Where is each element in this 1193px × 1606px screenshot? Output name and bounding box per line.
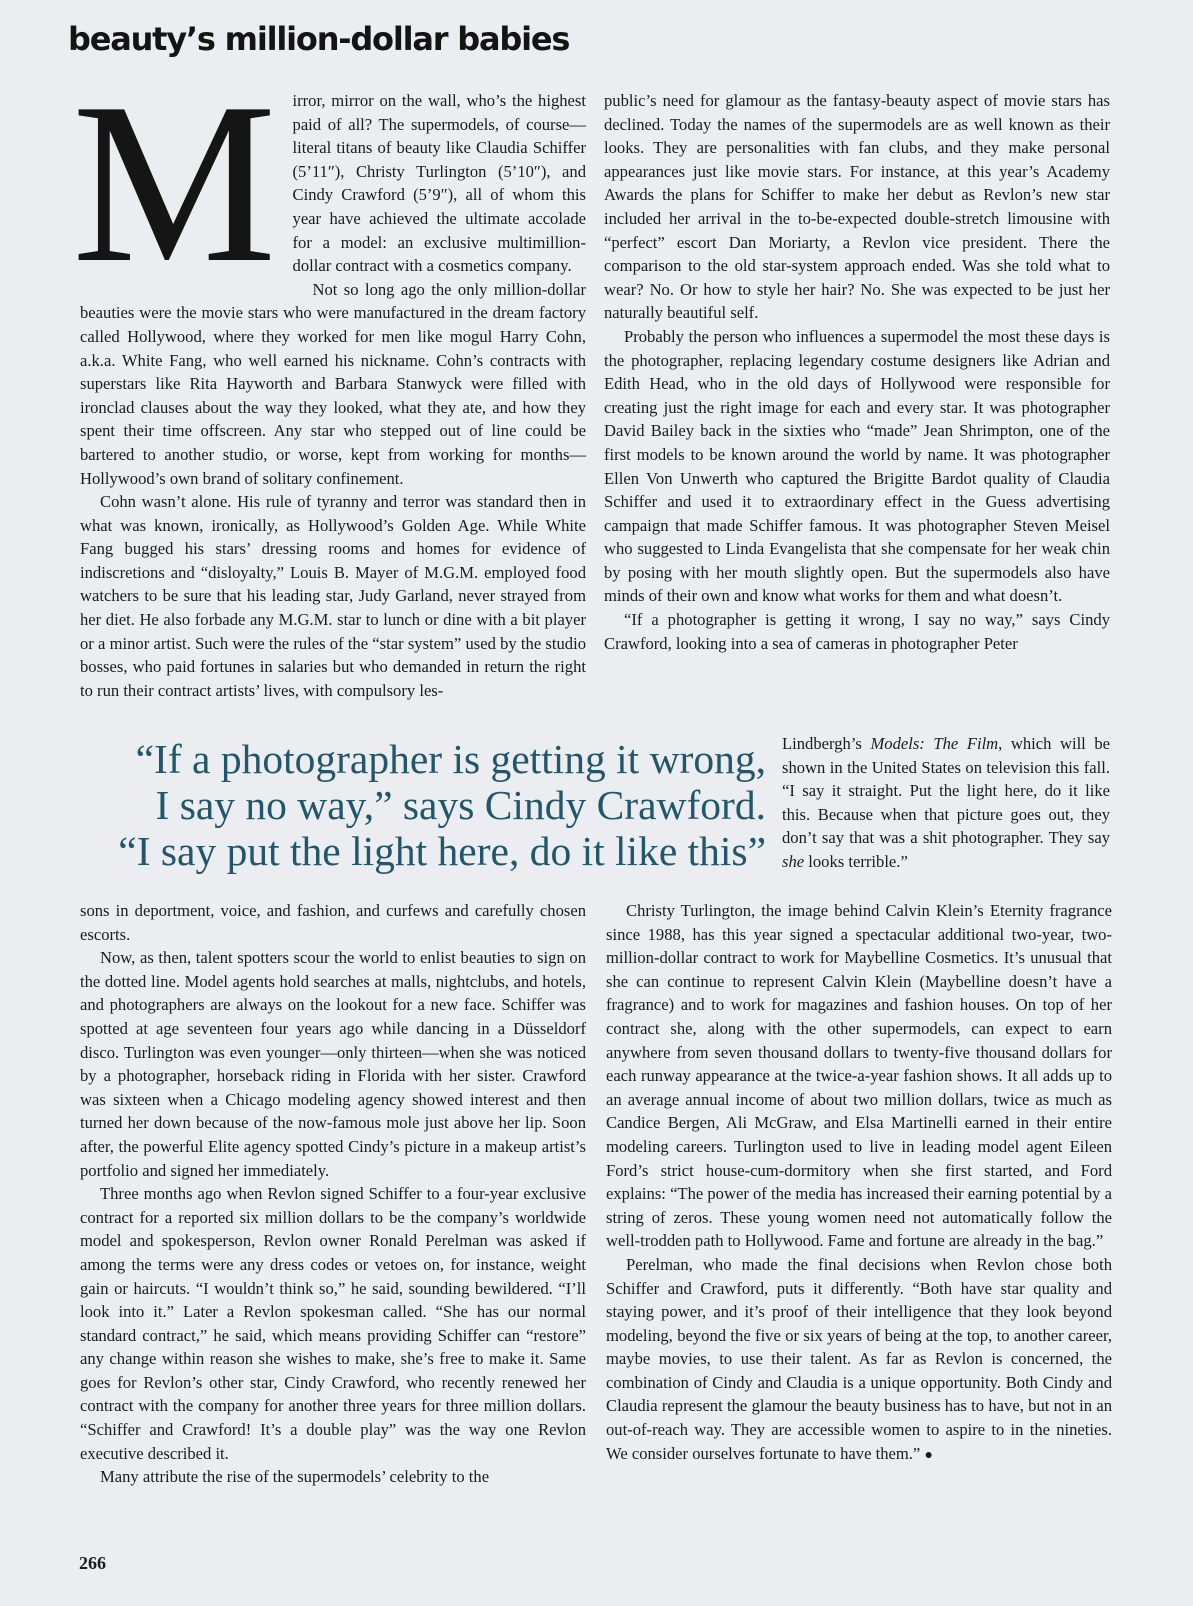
pull-quote-line: I say no way,” says Cindy Crawford. [155,782,766,828]
body-paragraph: “If a photographer is getting it wrong, I say no way,” says Cindy Crawford, looking into a sea of cameras in photographer Peter [604,610,1110,653]
body-paragraph [606,1253,1112,1467]
text-run: , which will be shown in the United States on television this fall. “I say it straight. Put the light here, do it like this. Because when that picture goes out, they don’t say that was a shit photographer. They say [782,734,1111,848]
column-left-bottom [80,899,586,1551]
column-left-top [72,55,586,734]
body-paragraph: Not so long ago the only million-dollar beauties were the movie stars who were manufactured in the dream factory called Hollywood, where they worked for men like mogul Harry Cohn, a.k.a. White Fang, who well earned his nickname. Cohn’s contracts with superstars like Rita Hayworth and Barbara Stanwyck were filled with ironclad clauses about the way they looked, what they ate, and how they spent their time offscreen. Any star who stepped out of line could be bartered to another studio, or worse, kept from working for months—Hollywood’s own brand of solitary confinement. [80,279,586,488]
body-paragraph: Many attribute the rise of the supermodels’ celebrity to the [100,1467,490,1487]
text-run: Lindbergh’s [782,734,871,753]
body-paragraph: sons in deportment, voice, and fashion, and curfews and carefully chosen escorts. [80,901,586,944]
article-headline: beauty’s million-dollar babies [68,20,570,58]
body-paragraph: Christy Turlington, the image behind Calvin Klein’s Eternity fragrance since 1988, has this year signed a spectacular additional two-year, two-million-dollar contract to work for Maybelline Cosmetics. It’s unusual that she can continue to represent Calvin Klein (Maybelline doesn’t have a fragrance) and to work for magazines and fashion houses. On top of her contract she, along with the other supermodels, can expect to earn anywhere from seven thousand dollars to twenty-five thousand dollars for each runway appearance at the twice-a-year fashion shows. It all adds up to an average annual income of about two million dollars, twice as much as Candice Bergen, Ali McGraw, and Elsa Martinelli earned in their entire modeling careers. Turlington used to live in leading model agent Eileen Ford’s strict house-cum-dormitory when she first started, and Ford explains: “The power of the media has increased their earning potential by a string of zeros. These young women need not automatically follow the well-trodden path to Hollywood. Fame and fortune are already in the bag.” [606,901,1112,1251]
opening-paragraph [72,55,586,310]
column-right-top [604,89,1110,714]
emphasis: she [782,851,805,871]
closing-paragraph-text: Perelman, who made the final decisions when Revlon chose both Schiffer and Crawford, puts it differently. “Both have star quality and staying power, and it’s proof of their intelligence that they look beyond modeling, beyond the five or six years of being at the top, to another career, maybe movies, to use their talent. As far as Revlon is concerned, the combination of Cindy and Claudia is a unique opportunity. Both Cindy and Claudia represent the glamour the beauty business has to have, but not in an out-of-reach way. They are accessible women to aspire to in the nineties. We consider ourselves fortunate to have them.” [606,1254,1112,1463]
drop-cap: M [72,55,277,310]
pull-quote [30,736,766,874]
body-paragraph: Now, as then, talent spotters scour the world to enlist beauties to sign on the dotted line. Model agents hold searches at malls, nightclubs, and hotels, and photographers are always on the lookout for a new face. Schiffer was spotted at age seventeen four years ago while dancing in a Düsseldorf disco. Turlington was even younger—only thirteen—when she was noticed by a photographer, horseback riding in Florida with her sister. Crawford was sixteen when a Chicago modeling agency showed interest and then turned her down because of the now-famous mole just above her lip. Soon after, the powerful Elite agency spotted Cindy’s picture in a makeup artist’s portfolio and signed her immediately. [80,948,586,1180]
body-paragraph: Three months ago when Revlon signed Schiffer to a four-year exclusive contract for a reported six million dollars to be the company’s worldwide model and spokesperson, Revlon owner Ronald Perelman was asked if among the terms were any dress codes or vetoes on, for instance, weight gain or haircuts. “I wouldn’t think so,” he said, sounding bewildered. “I’ll look into it.” Later a Revlon spokesman called. “She has our normal standard contract,” he said, which means providing Schiffer can “restore” any change within reason she wishes to make, she’s free to make it. Same goes for Revlon’s other star, Cindy Crawford, who recently renewed her contract with the company for another three years for three million dollars. “Schiffer and Crawford! It’s a double play” was the way one Revlon executive described it. [80,1184,586,1463]
opening-paragraph-text: irror, mirror on the wall, who’s the highest paid of all? The supermodels, of course—literal titans of beauty like Claudia Schiffer (5’11″), Christy Turlington (5’10″), and Cindy Crawford (5’9″), all of whom this year have achieved the ultimate accolade for a model: an exclusive multimillion-dollar contract with a cosmetics company. [292,91,586,276]
pull-quote-line: “If a photographer is getting it wrong, [135,736,766,782]
body-paragraph: public’s need for glamour as the fantasy-beauty aspect of movie stars has declined. Today the names of the supermodels are as well known as their looks. They are personalities with fan clubs, and they make personal appearances just like movie stars. For instance, at this year’s Academy Awards the plans for Schiffer to make her debut as Revlon’s new star included her arrival in the to-be-expected double-stretch limousine with “perfect” escort Dan Moriarty, a Revlon vice president. There the comparison to the old star-system approach ended. Was she told what to wear? No. Or how to style her hair? No. She was expected to be just her naturally beautiful self. [604,91,1110,323]
film-title: Models: The Film [870,734,999,753]
body-paragraph: Cohn wasn’t alone. His rule of tyranny and terror was standard then in what was known, ironically, as Hollywood’s Golden Age. While White Fang bugged his stars’ dressing rooms and homes for evidence of indiscretions and “disloyalty,” Louis B. Mayer of M.G.M. employed food watchers to be sure that his leading star, Judy Garland, never strayed from her diet. He also forbade any M.G.M. star to lunch or dine with a bit player or a minor artist. Such were the rules of the “star system” used by the studio bosses, who paid fortunes in salaries but who demanded in return the right to run their contract artists’ lives, with compulsory les- [80,492,586,700]
end-mark: ● [924,1447,933,1463]
column-right-wrap [782,732,1110,897]
page-number: 266 [79,1553,106,1573]
body-paragraph: Probably the person who influences a supermodel the most these days is the photographer, replacing legendary costume designers like Adrian and Edith Head, who in the old days of Hollywood were responsible for creating just the right image for each and every star. It was photographer David Bailey back in the sixties who “made” Jean Shrimpton, one of the first models to be known around the world by name. It was photographer Ellen Von Unwerth who captured the Brigitte Bardot quality of Claudia Schiffer and used it to extraordinary effect in the Guess advertising campaign that made Schiffer famous. It was photographer Steven Meisel who suggested to Linda Evangelista that she compensate for her weak chin by posing with her mouth slightly open. But the supermodels also have minds of their own and know what works for them and what doesn’t. [604,326,1110,606]
column-right-bottom [606,899,1112,1551]
body-paragraph [782,732,1110,874]
pull-quote-line: “I say put the light here, do it like this” [118,828,766,874]
text-run: looks terrible.” [804,851,908,871]
